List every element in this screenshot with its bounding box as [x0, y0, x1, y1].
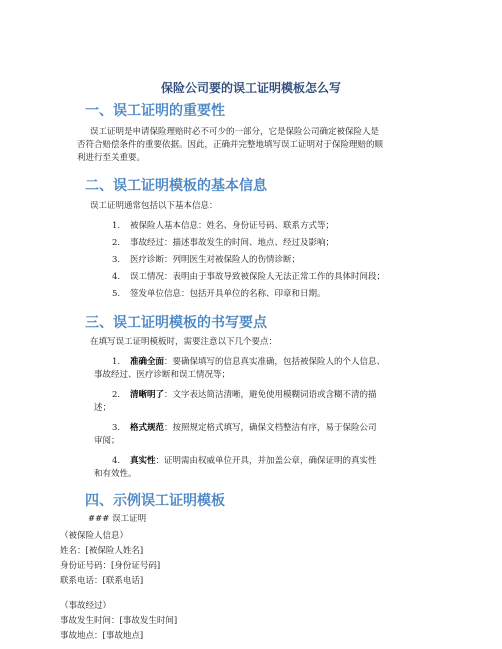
list-number: 1. [112, 357, 121, 367]
list-number: 1. [112, 221, 121, 231]
list-item-continuation: 述； [94, 403, 112, 413]
sample-line: 联系电话：[联系电话] [60, 576, 144, 586]
section-intro: 误工证明通常包括以下基本信息： [90, 201, 218, 211]
list-item [112, 288, 326, 300]
list-item [112, 254, 300, 266]
paragraph-line: 误工证明是申请保险理赔时必不可少的一部分，它是保险公司确定被保险人是 [90, 127, 380, 137]
sample-line: （被保险人信息） [60, 531, 129, 541]
section-intro: 在填写误工证明模板时，需要注意以下几个要点： [90, 337, 278, 347]
list-number: 3. [112, 255, 121, 265]
sample-line: 姓名：[被保险人姓名] [60, 546, 144, 556]
list-bold-term: 清晰明了 [130, 390, 165, 400]
list-bold-term: 格式规范 [130, 423, 165, 433]
list-number: 5. [112, 289, 121, 299]
paragraph-line: 否符合赔偿条件的重要依据。因此，正确并完整地填写误工证明对于保险理赔的顺 [77, 140, 384, 150]
sample-heading: ### 误工证明 [88, 514, 147, 524]
list-bold-term: 准确全面 [130, 357, 165, 367]
list-item [112, 389, 377, 401]
list-item [112, 455, 377, 467]
page-title: 保险公司要的误工证明模板怎么写 [160, 81, 341, 95]
list-text: 被保险人基本信息：姓名、身份证号码、联系方式等； [130, 221, 335, 231]
list-item-continuation: 和有效性。 [94, 469, 137, 479]
list-number: 3. [112, 423, 121, 433]
list-text: ：文字表达简洁清晰，避免使用模糊词语或含糊不清的描 [164, 390, 377, 400]
list-item [112, 220, 334, 232]
section-heading-sample: 四、示例误工证明模板 [85, 493, 225, 509]
paragraph-line: 利进行至关重要。 [77, 153, 146, 163]
list-text: 事故经过：描述事故发生的时间、地点、经过及影响； [130, 238, 335, 248]
list-text: 签发单位信息：包括开具单位的名称、印章和日期。 [130, 289, 326, 299]
list-text: ：要确保填写的信息真实准确，包括被保险人的个人信息、 [164, 357, 386, 367]
list-number: 4. [112, 272, 121, 282]
sample-line: （事故经过） [60, 601, 112, 611]
list-number: 2. [112, 238, 121, 248]
list-number: 2. [112, 390, 121, 400]
list-text: 误工情况：表明由于事故导致被保险人无法正常工作的具体时间段； [130, 272, 386, 282]
section-heading-basic-info: 二、误工证明模板的基本信息 [85, 178, 267, 194]
list-item [112, 237, 334, 249]
list-text: ：按照规定格式填写，确保文档整洁有序，易于保险公司 [164, 423, 377, 433]
list-bold-term: 真实性 [130, 456, 156, 466]
section-heading-importance: 一、误工证明的重要性 [85, 103, 225, 119]
sample-line: 事故发生时间：[事故发生时间] [60, 616, 178, 626]
list-item [112, 356, 385, 368]
list-text: 医疗诊断：列明医生对被保险人的伤情诊断； [130, 255, 301, 265]
list-item-continuation: 审阅； [94, 436, 120, 446]
list-text: ：证明需由权威单位开具，并加盖公章，确保证明的真实性 [155, 456, 377, 466]
sample-line: 身份证号码：[身份证号码] [60, 561, 161, 571]
list-item [112, 422, 377, 434]
list-item [112, 271, 385, 283]
sample-line: 事故地点：[事故地点] [60, 631, 144, 641]
list-number: 4. [112, 456, 121, 466]
section-heading-writing-points: 三、误工证明模板的书写要点 [85, 315, 267, 331]
list-item-continuation: 事故经过、医疗诊断和误工情况等； [94, 370, 231, 380]
